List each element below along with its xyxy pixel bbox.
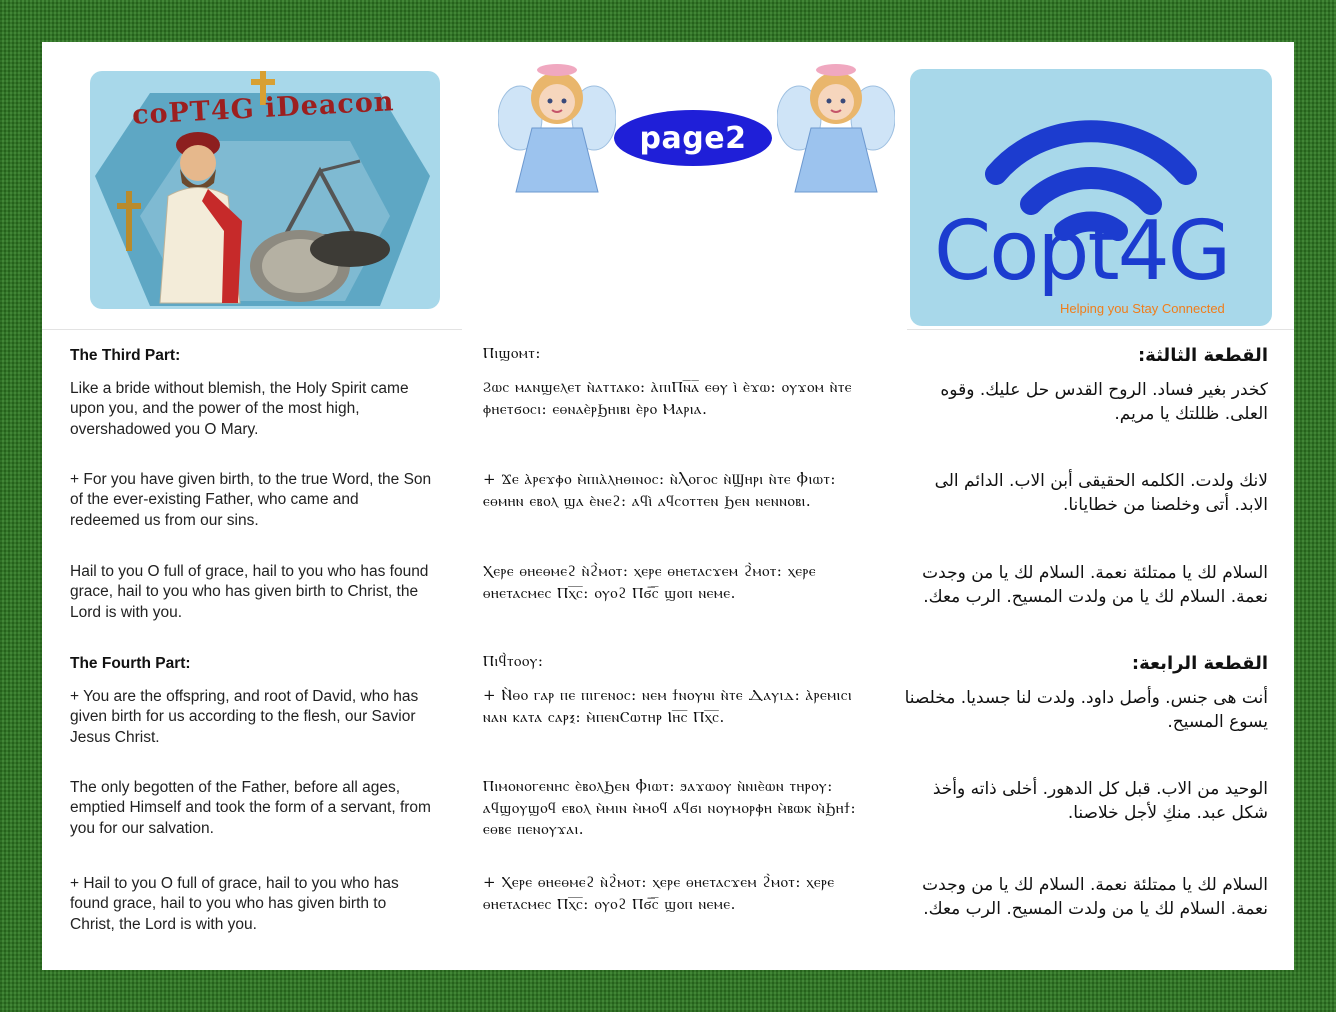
coptic-paragraph-2: + Ϫⲉ ⲁ̀ⲣⲉϫⲫⲟ ⲙ̀ⲡⲓⲁ̀ⲗⲏⲑⲓⲛⲟⲥ: ⲛ̀Ⲗⲟⲅⲟⲥ ⲛ̀Ϣⲏⲣⲓ ⲛ̀ⲧⲉ Ⲫⲓⲱⲧ: ⲉⲑⲙⲏⲛ ⲉⲃⲟⲗ ϣⲁ ⲉ̀ⲛⲉϩ: ⲁϥⲓ̀ ⲁϥⲥⲟⲧⲧⲉⲛ Ϧⲉⲛ ⲛⲉⲛⲛⲟⲃⲓ.	[483, 470, 837, 510]
coptic-paragraph-5: Ⲡⲓⲙⲟⲛⲟⲅⲉⲛⲏⲥ ⲉ̀ⲃⲟⲗϦⲉⲛ Ⲫⲓⲱⲧ: ϧⲁϫⲱⲟⲩ ⲛ̀ⲛⲓⲉ̀ⲱⲛ ⲧⲏⲣⲟⲩ: ⲁϥϣⲟⲩϣⲟϥ ⲉⲃⲟⲗ ⲙ̀ⲙⲓⲛ ⲙ̀ⲙⲟϥ ⲁϥϭⲓ ⲛⲟⲩⲙⲟⲣⲫⲏ ⲙ̀ⲃⲱⲕ ⲛ̀Ϧⲏϯ: ⲉⲑⲃⲉ ⲡⲉⲛⲟⲩϫⲁⲓ.	[483, 777, 857, 838]
arabic-paragraph-5: الوحيد من الاب. قبل كل الدهور. أخلى ذاته وأخذ شكل عبد. منكِ لأجل خلاصنا.	[932, 779, 1268, 823]
arabic-paragraph-4: أنت هى جنس. وأصل داود. ولدت لنا جسديا. مخلصنا يسوع المسيح.	[904, 688, 1268, 732]
coptic-paragraph-6: + Ⲭⲉⲣⲉ ⲑⲏⲉⲑⲙⲉϩ ⲛ̀ϩ̀ⲙⲟⲧ: ⲭⲉⲣⲉ ⲑⲏⲉⲧⲁⲥϫⲉⲙ ϩ̀ⲙⲟⲧ: ⲭⲉⲣⲉ ⲑⲏⲉⲧⲁⲥⲙⲉⲥ Ⲡⲭ̅ⲥ̅: ⲟⲩⲟϩ Ⲡϭ̅ⲥ̅ ϣⲟⲡ ⲛⲉⲙⲉ.	[483, 873, 835, 913]
arabic-paragraph-3: السلام لك يا ممتلئة نعمة. السلام لك يا من وجدت نعمة. السلام لك يا من ولدت المسيح. الرب معك.	[922, 563, 1268, 607]
angel-illustration-right	[777, 56, 895, 196]
english-paragraph-6: + Hail to you O full of grace, hail to you who has found grace, hail to you who has given birth to Christ, the Lord is with you.	[70, 875, 399, 933]
arabic-heading-third-part: القطعة الثالثة:	[1137, 345, 1268, 366]
header-divider-left	[42, 329, 462, 330]
english-paragraph-2: + For you have given birth, to the true Word, the Son of the ever-existing Father, who came and redeemed us from our sins.	[70, 471, 432, 529]
page-number-badge: page2	[614, 110, 772, 166]
english-paragraph-5: The only begotten of the Father, before all ages, emptied Himself and took the form of a servant, from you for our salvation.	[70, 779, 431, 837]
arabic-paragraph-2: لانك ولدت. الكلمه الحقيقى أبن الاب. الدائم الى الابد. أتى وخلصنا من خطايانا.	[934, 471, 1268, 515]
english-paragraph-1: Like a bride without blemish, the Holy Spirit came upon you, and the power of the most high, overshadowed you O Mary.	[70, 380, 409, 438]
english-paragraph-3: Hail to you O full of grace, hail to you who has found grace, hail to you who has given birth to Christ, the Lord is with you.	[70, 563, 429, 621]
english-heading-third-part: The Third Part:	[70, 347, 181, 364]
coptic-heading-fourth-part: Ⲡⲓϥ̀ⲧⲟⲟⲩ:	[483, 652, 544, 670]
ideacon-logo	[90, 71, 440, 309]
ideacon-logo-title: coPT4G iDeacon	[131, 86, 396, 131]
copt4g-logo	[910, 69, 1272, 326]
coptic-heading-third-part: Ⲡⲓϣⲟⲙⲧ:	[483, 344, 542, 362]
coptic-paragraph-3: Ⲭⲉⲣⲉ ⲑⲏⲉⲑⲙⲉϩ ⲛ̀ϩ̀ⲙⲟⲧ: ⲭⲉⲣⲉ ⲑⲏⲉⲧⲁⲥϫⲉⲙ ϩ̀ⲙⲟⲧ: ⲭⲉⲣⲉ ⲑⲏⲉⲧⲁⲥⲙⲉⲥ Ⲡⲭ̅ⲥ̅: ⲟⲩⲟϩ Ⲡϭ̅ⲥ̅ ϣⲟⲡ ⲛⲉⲙⲉ.	[483, 562, 817, 602]
arabic-heading-fourth-part: القطعة الرابعة:	[1131, 653, 1268, 674]
copt4g-tagline: Helping you Stay Connected	[1060, 301, 1225, 316]
coptic-paragraph-4: + Ⲛ̀ⲑⲟ ⲅⲁⲣ ⲡⲉ ⲡⲓⲅⲉⲛⲟⲥ: ⲛⲉⲙ ϯⲛⲟⲩⲛⲓ ⲛ̀ⲧⲉ Ⲇⲁⲩⲓⲇ: ⲁ̀ⲣⲉⲙⲓⲥⲓ ⲛⲁⲛ ⲕⲁⲧⲁ ⲥⲁⲣⲝ: ⲙ̀ⲡⲉⲛⲤⲱⲧⲏⲣ Ⲓⲏ̅ⲥ̅ Ⲡⲭ̅ⲥ̅.	[483, 686, 853, 726]
copt4g-brand-text	[934, 204, 1230, 299]
arabic-paragraph-6: السلام لك يا ممتلئة نعمة. السلام لك يا من وجدت نعمة. السلام لك يا من ولدت المسيح. الرب معك.	[922, 875, 1268, 919]
copt4g-brand-name: Copt4G	[934, 204, 1230, 299]
arabic-paragraph-1: كخدر بغير فساد. الروح القدس حل عليك. وقوه العلى. ظللتك يا مريم.	[940, 380, 1268, 424]
coptic-paragraph-1: Ϩⲱⲥ ⲙⲁⲛϣⲉⲗⲉⲧ ⲛ̀ⲁⲧⲧⲁⲕⲟ: ⲁ̀ⲡⲓⲠⲛ̅ⲁ̅ ⲉⲑⲩ ⲓ̀ ⲉ̀ϫⲱ: ⲟⲩϫⲟⲙ ⲛ̀ⲧⲉ ⲫⲏⲉⲧϭⲟⲥⲓ: ⲉⲑⲛⲁⲉ̀ⲣϦⲏⲓⲃⲓ ⲉ̀ⲣⲟ Ⲙⲁⲣⲓⲁ.	[483, 378, 853, 418]
page-sheet	[42, 42, 1294, 970]
english-paragraph-4: + You are the offspring, and root of David, who has given birth for us according to the flesh, our Savior Jesus Christ.	[70, 688, 419, 746]
angel-illustration-left	[498, 56, 616, 196]
header-divider-right	[907, 329, 1294, 330]
english-heading-fourth-part: The Fourth Part:	[70, 655, 191, 672]
